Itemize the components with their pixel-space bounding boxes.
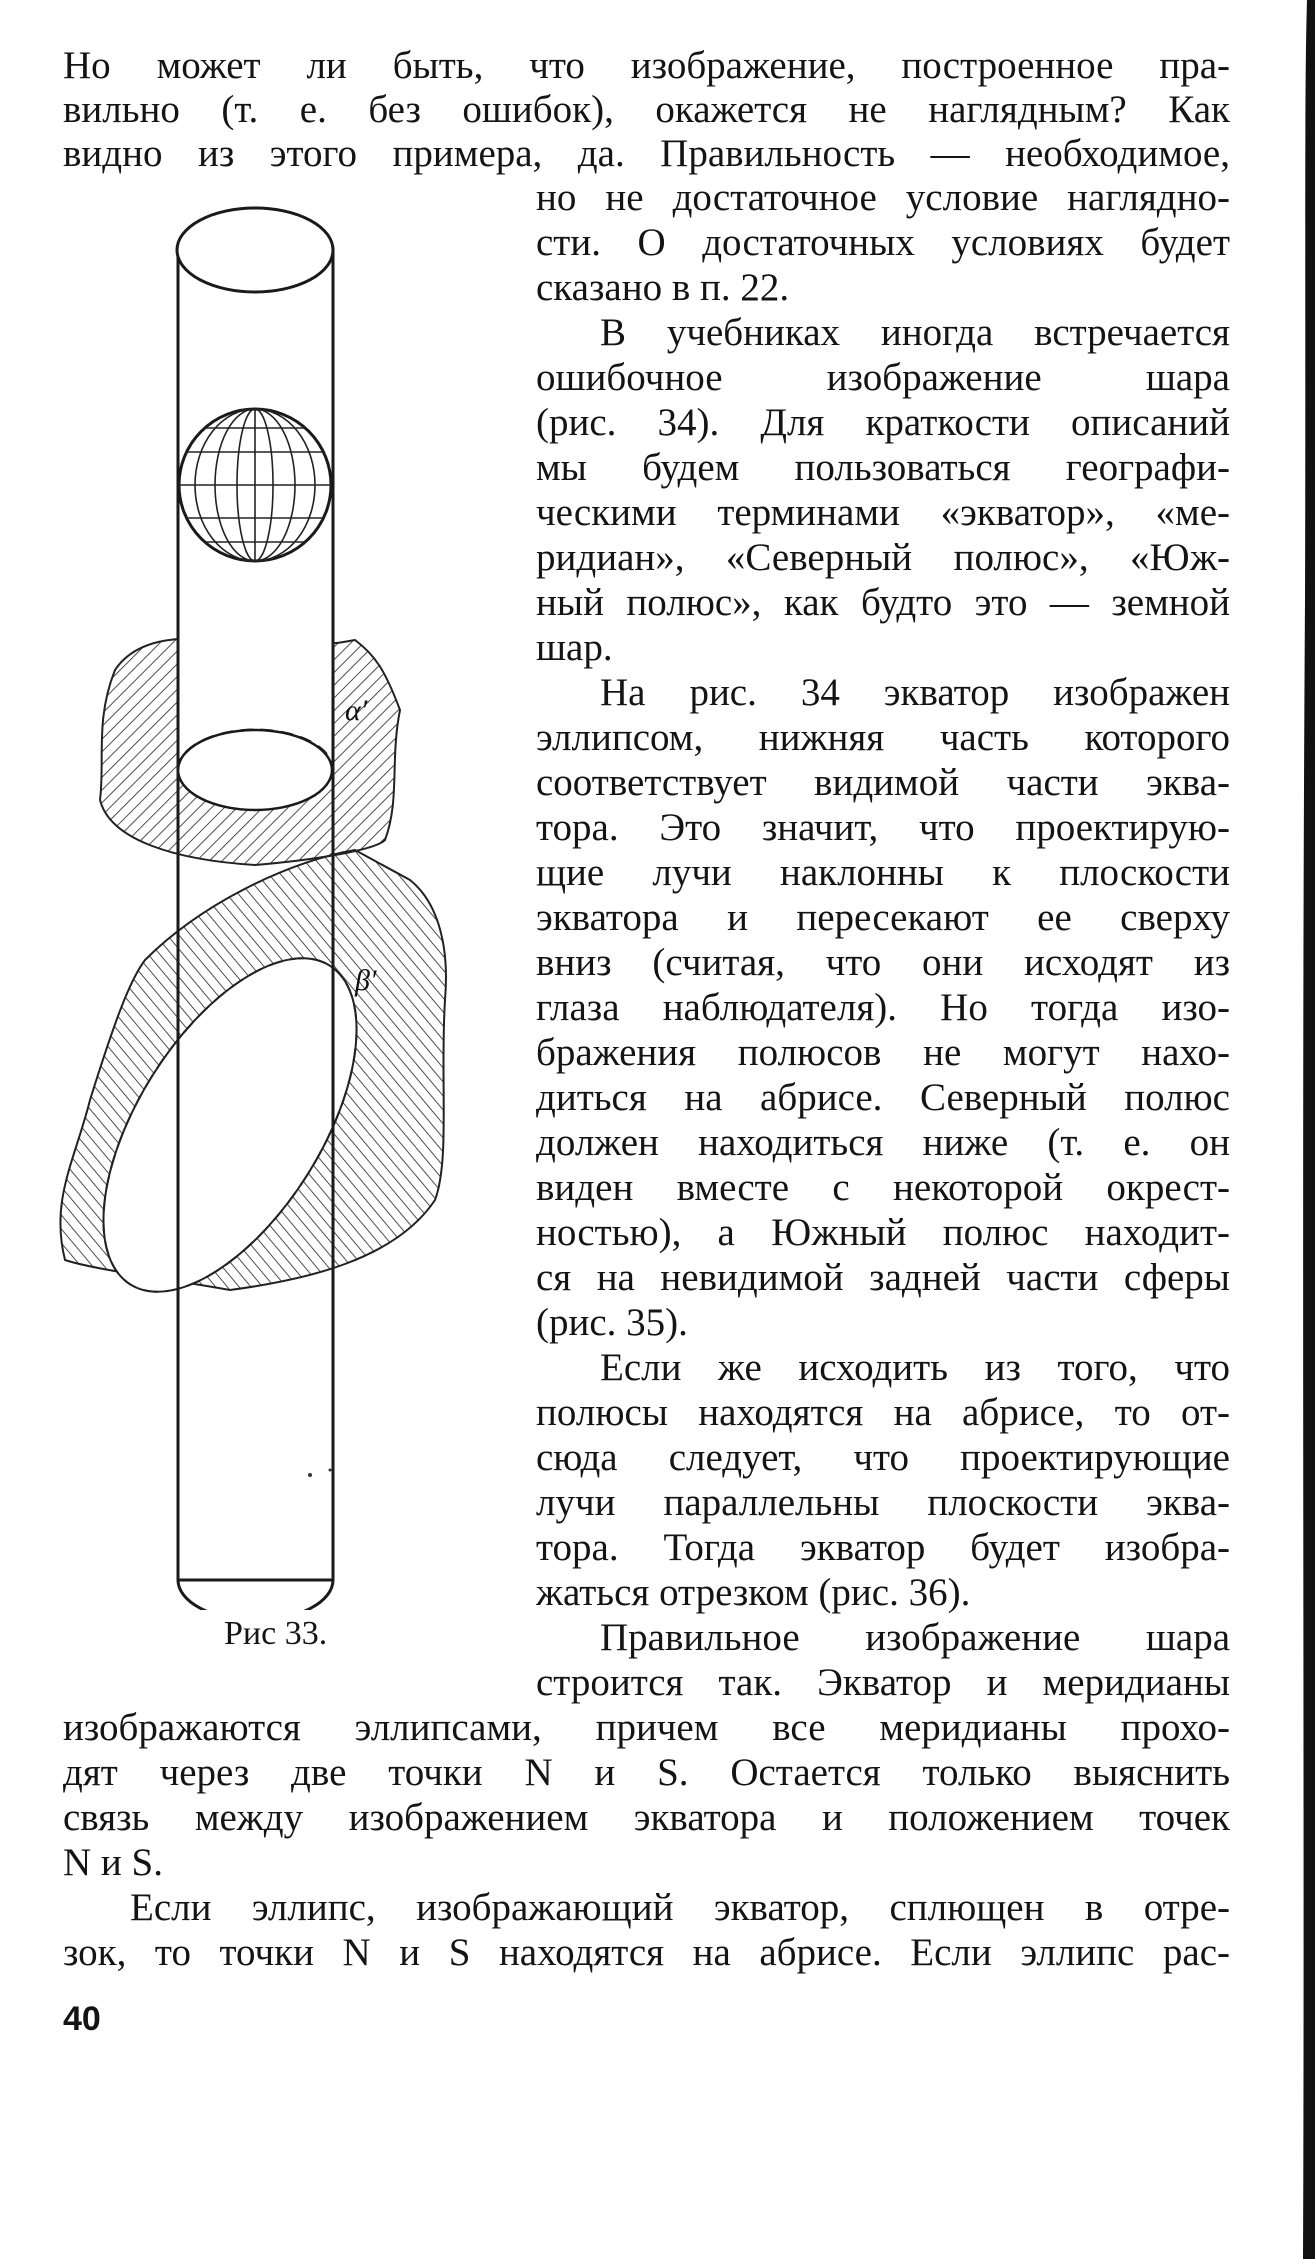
- text-line: сказано в п. 22.: [536, 266, 790, 309]
- text-line: ностью), а Южный полюс находит-: [536, 1211, 1230, 1254]
- text-line: Если же исходить из того, что: [600, 1346, 1230, 1389]
- text-line: лучи параллельны плоскости эква-: [536, 1481, 1230, 1524]
- text-line: полюсы находятся на абрисе, то от-: [536, 1391, 1230, 1434]
- text-line: связь между изображением экватора и положением точек: [63, 1796, 1230, 1839]
- text-line: зок, то точки N и S находятся на абрисе. Если эллипс рас-: [63, 1931, 1230, 1974]
- text-line: но не достаточное условие нагляднo-: [536, 176, 1230, 219]
- cylinder-top-ellipse: [177, 208, 333, 292]
- text-line: В учебниках иногда встречается: [600, 311, 1230, 354]
- text-line: эллипсом, нижняя часть которого: [536, 716, 1230, 759]
- text-line: жаться отрезком (рис. 36).: [536, 1571, 971, 1614]
- text-line: должен находиться ниже (т. е. он: [536, 1121, 1230, 1164]
- text-line: Но может ли быть, что изображение, построенное пра-: [63, 44, 1230, 87]
- text-line: сти. О достаточных условиях будет: [536, 221, 1230, 264]
- text-line: (рис. 34). Для краткости описаний: [536, 401, 1230, 444]
- text-line: ридиан», «Северный полюс», «Юж-: [536, 536, 1230, 579]
- text-line: N и S.: [63, 1841, 163, 1884]
- page-edge-shadow: [1293, 0, 1315, 2259]
- text-line: виден вместе с некоторой окрест-: [536, 1166, 1230, 1209]
- text-line: глаза наблюдателя). Но тогда изо-: [536, 986, 1230, 1029]
- label-beta: β′: [355, 964, 377, 997]
- text-line: щие лучи наклонны к плоскости: [536, 851, 1230, 894]
- text-line: изображаются эллипсами, причем все меридианы прохо-: [63, 1706, 1230, 1749]
- text-line: бражения полюсов не могут нахо-: [536, 1031, 1230, 1074]
- text-line: ный полюс», как будто это — земной: [536, 581, 1230, 624]
- text-line: ошибочное изображение шара: [536, 356, 1230, 399]
- text-line: Правильное изображение шара: [600, 1616, 1230, 1659]
- cylinder-bottom-arc: [178, 1580, 333, 1610]
- label-alpha: α′: [345, 694, 368, 727]
- figure-cylinder-sphere: [55, 200, 525, 1610]
- text-line: вниз (считая, что они исходят из: [536, 941, 1230, 984]
- text-line: ся на невидимой задней части сферы: [536, 1256, 1230, 1299]
- text-line: вильно (т. е. без ошибок), окажется не наглядным? Как: [63, 88, 1230, 131]
- text-line: На рис. 34 экватор изображен: [600, 671, 1230, 714]
- text-line: соответствует видимой части эква-: [536, 761, 1230, 804]
- text-line: мы будем пользоваться географи-: [536, 446, 1230, 489]
- text-line: дят через две точки N и S. Остается только выяснить: [63, 1751, 1230, 1794]
- text-line: тора. Это значит, что проектирую-: [536, 806, 1230, 849]
- text-line: тора. Тогда экватор будет изобра-: [536, 1526, 1230, 1569]
- text-line: экватора и пересекают ее сверху: [536, 896, 1230, 939]
- text-line: видно из этого примера, да. Правильность — необходимое,: [63, 132, 1230, 175]
- globe: [179, 409, 331, 561]
- text-line: (рис. 35).: [536, 1301, 688, 1344]
- text-line: Если эллипс, изображающий экватор, сплющен в отре-: [130, 1886, 1230, 1929]
- text-line: шар.: [536, 626, 613, 669]
- text-line: ческими терминами «экватор», «ме-: [536, 491, 1230, 534]
- figure-caption: Рис 33.: [224, 1615, 328, 1652]
- text-line: строится так. Экватор и меридианы: [536, 1661, 1230, 1704]
- text-line: диться на абрисе. Северный полюс: [536, 1076, 1230, 1119]
- page-number: 40: [63, 2000, 101, 2038]
- text-line: сюда следует, что проектирующие: [536, 1436, 1230, 1479]
